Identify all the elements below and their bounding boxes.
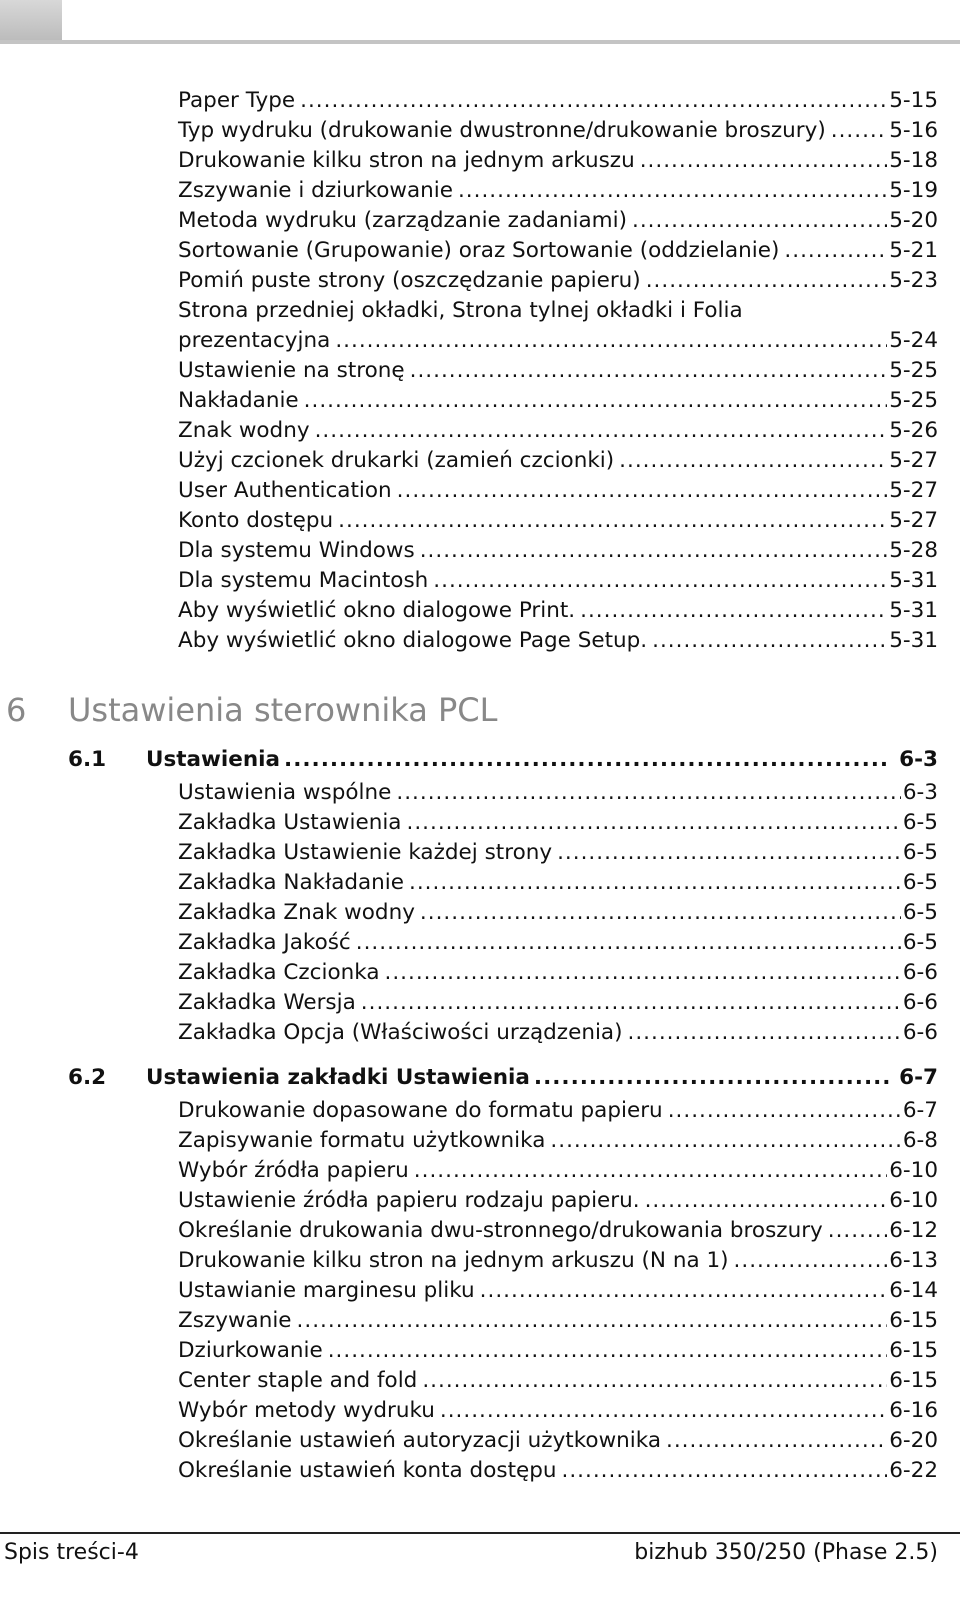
leader-dots [440,1396,887,1426]
leader-dots [409,868,901,898]
leader-dots [458,176,887,206]
toc-entry-title: Ustawienie źródła papieru rodzaju papieru. [178,1188,640,1213]
section-number: 6.1 [68,747,107,772]
toc-entry-title: Użyj czcionek drukarki (zamień czcionki) [178,448,615,473]
toc-entry-page: 6-15 [889,1368,938,1393]
leader-dots [328,1336,887,1366]
leader-dots [828,1216,887,1246]
chapter-heading[interactable] [6,690,497,730]
toc-entry-title: Zakładka Opcja (Właściwości urządzenia) [178,1020,623,1045]
section-heading[interactable] [68,1062,938,1094]
toc-entry[interactable] [178,928,938,958]
toc-entry[interactable] [178,1216,938,1246]
toc-entry-page: 5-27 [889,478,938,503]
toc-entry-title: Konto dostępu [178,508,334,533]
toc-entry[interactable] [178,1096,938,1126]
toc-entry-title: Ustawienie na stronę [178,358,405,383]
toc-entry-page: 6-6 [902,960,938,985]
leader-dots [831,116,887,146]
toc-entry-title: Center staple and fold [178,1368,418,1393]
toc-entry-page: 5-24 [889,328,938,353]
toc-entry-title: Metoda wydruku (zarządzanie zadaniami) [178,208,627,233]
toc-entry[interactable] [178,116,938,146]
toc-entry-page: 6-6 [902,990,938,1015]
toc-entry-page: 5-15 [889,88,938,113]
toc-entry-page: 5-21 [889,238,938,263]
toc-entry[interactable] [178,146,938,176]
leader-dots [668,1096,901,1126]
toc-entry[interactable] [178,536,938,566]
toc-entry-page: 5-25 [889,358,938,383]
toc-entry[interactable] [178,1246,938,1276]
leader-dots [300,86,887,116]
toc-entry-page: 5-31 [889,598,938,623]
toc-entry-page: 6-15 [889,1338,938,1363]
toc-entry[interactable] [178,868,938,898]
toc-entry-page: 5-18 [889,148,938,173]
toc-entry-page: 6-12 [889,1218,938,1243]
toc-entry[interactable] [178,898,938,928]
toc-entry-title: Paper Type [178,88,296,113]
toc-entry[interactable] [178,1336,938,1366]
section-title: Ustawienia zakładki Ustawienia [146,1065,530,1090]
toc-entry-page: 6-13 [889,1248,938,1273]
toc-entry[interactable] [178,1426,938,1456]
leader-dots [284,744,891,776]
toc-entry[interactable] [178,1156,938,1186]
toc-entry-page: 6-6 [902,1020,938,1045]
toc-entry-title: Zapisywanie formatu użytkownika [178,1128,546,1153]
toc-entry-title: Drukowanie kilku stron na jednym arkuszu (N na 1) [178,1248,729,1273]
toc-entry[interactable] [178,236,938,266]
toc-entry-title: Znak wodny [178,418,310,443]
toc-entry-page: 5-31 [889,628,938,653]
toc-entry[interactable] [178,958,938,988]
toc-entry[interactable] [178,626,938,656]
toc-entry-page: 5-20 [889,208,938,233]
toc-entry-title: Ustawienia wspólne [178,780,392,805]
leader-dots [480,1276,888,1306]
toc-entry-page: 6-7 [902,1098,938,1123]
toc-entry-page: 5-23 [889,268,938,293]
toc-entry-title: Aby wyświetlić okno dialogowe Page Setup. [178,628,648,653]
toc-entry-title: Zakładka Czcionka [178,960,380,985]
top-rule [0,40,960,44]
toc-entry[interactable] [178,1396,938,1426]
footer-product-name: bizhub 350/250 (Phase 2.5) [634,1540,938,1565]
toc-entry[interactable] [178,1276,938,1306]
toc-entry-page: 5-27 [889,448,938,473]
toc-entry-title: Dziurkowanie [178,1338,323,1363]
leader-dots [628,1018,901,1048]
toc-entry-page: 6-5 [902,900,938,925]
leader-dots [784,236,887,266]
toc-entry[interactable] [178,1126,938,1156]
toc-entry-page: 5-27 [889,508,938,533]
toc-entry[interactable] [178,326,938,356]
leader-dots [297,1306,888,1336]
section-heading[interactable] [68,744,938,776]
toc-entry[interactable] [178,566,938,596]
toc-entry-title: Sortowanie (Grupowanie) oraz Sortowanie (oddzielanie) [178,238,780,263]
section-page: 6-3 [899,747,938,772]
toc-entry-title: prezentacyjna [178,328,331,353]
toc-entry-page: 6-14 [889,1278,938,1303]
toc-entry-title: Zszywanie i dziurkowanie [178,178,453,203]
leader-dots [385,958,901,988]
toc-entry-title: Nakładanie [178,388,299,413]
leader-dots [619,446,887,476]
toc-entry-page: 5-31 [889,568,938,593]
leader-dots [632,206,887,236]
toc-entry[interactable] [178,1306,938,1336]
toc-entry-page: 6-8 [902,1128,938,1153]
toc-entry-title: Ustawianie marginesu pliku [178,1278,475,1303]
toc-entry[interactable] [178,476,938,506]
leader-dots [410,356,888,386]
toc-entry-title: User Authentication [178,478,392,503]
toc-entry-page: 6-22 [889,1458,938,1483]
toc-entry[interactable] [178,1018,938,1048]
toc-entry[interactable] [178,506,938,536]
leader-dots [397,476,888,506]
leader-dots [356,928,901,958]
leader-dots [315,416,888,446]
toc-entry[interactable] [178,778,938,808]
toc-entry-page: 6-10 [889,1188,938,1213]
toc-entry[interactable] [178,1366,938,1396]
leader-dots [406,808,900,838]
toc-entry-title: Dla systemu Macintosh [178,568,429,593]
toc-entry-page: 6-5 [902,870,938,895]
toc-entry-page: 5-26 [889,418,938,443]
toc-entry-title: Wybór metody wydruku [178,1398,435,1423]
leader-dots [646,266,888,296]
toc-entry[interactable] [178,266,938,296]
leader-dots [414,1156,887,1186]
toc-entry-page: 6-3 [902,780,938,805]
toc-entry[interactable] [178,416,938,446]
toc-entry[interactable] [178,838,938,868]
toc-entry-title: Typ wydruku (drukowanie dwustronne/drukowanie broszury) [178,118,826,143]
section-page: 6-7 [899,1065,938,1090]
toc-entry[interactable] [178,808,938,838]
leader-dots [422,1366,887,1396]
toc-entry-page: 5-28 [889,538,938,563]
toc-entry-title: Drukowanie kilku stron na jednym arkuszu [178,148,635,173]
toc-entry-title: Zakładka Jakość [178,930,351,955]
toc-entry[interactable] [178,86,938,116]
toc-entry-page: 6-10 [889,1158,938,1183]
leader-dots [433,566,887,596]
leader-dots [734,1246,888,1276]
toc-entry-page: 5-25 [889,388,938,413]
leader-dots [396,778,901,808]
toc-entry-page: 6-5 [902,930,938,955]
leader-dots [335,326,887,356]
chapter-number: 6 [6,691,27,729]
leader-dots [580,596,887,626]
toc-entry-page: 5-16 [889,118,938,143]
toc-entry-page: 6-5 [902,840,938,865]
toc-entry-title: Wybór źródła papieru [178,1158,409,1183]
toc-entry[interactable] [178,446,938,476]
toc-entry[interactable] [178,356,938,386]
toc-entry[interactable] [178,1186,938,1216]
toc-entry[interactable] [178,176,938,206]
toc-entry-title: Zszywanie [178,1308,292,1333]
toc-entry-title: Określanie ustawień autoryzacji użytkownika [178,1428,662,1453]
toc-entry-title: Określanie drukowania dwu-stronnego/drukowania broszury [178,1218,823,1243]
toc-entry-title: Pomiń puste strony (oszczędzanie papieru) [178,268,641,293]
leader-dots [304,386,888,416]
leader-dots [557,838,901,868]
toc-entry[interactable] [178,988,938,1018]
leader-dots [666,1426,887,1456]
toc-entry-title: Drukowanie dopasowane do formatu papieru [178,1098,663,1123]
leader-dots [420,536,888,566]
leader-dots [534,1062,891,1094]
toc-entry-title: Dla systemu Windows [178,538,415,563]
toc-entry-page: 6-20 [889,1428,938,1453]
footer-rule [0,1532,960,1534]
toc-entry-page: 6-16 [889,1398,938,1423]
toc-entry-title: Zakładka Ustawienie każdej strony [178,840,553,865]
leader-dots [652,626,887,656]
toc-entry-page: 5-19 [889,178,938,203]
leader-dots [338,506,887,536]
footer-page-label: Spis treści-4 [4,1540,139,1565]
toc-entry-title: Zakładka Ustawienia [178,810,402,835]
toc-entry-page: 6-5 [902,810,938,835]
toc-entry-title: Aby wyświetlić okno dialogowe Print. [178,598,576,623]
leader-dots [361,988,901,1018]
toc-entry-title: Zakładka Znak wodny [178,900,415,925]
toc-entry-title-line1[interactable]: Strona przedniej okładki, Strona tylnej okładki i Folia [178,298,743,323]
toc-entry-page: 6-15 [889,1308,938,1333]
leader-dots [420,898,901,928]
toc-entry-title: Zakładka Nakładanie [178,870,405,895]
toc-entry[interactable] [178,386,938,416]
chapter-title: Ustawienia sterownika PCL [68,691,498,729]
section-number: 6.2 [68,1065,107,1090]
toc-entry[interactable] [178,1456,938,1486]
toc-entry[interactable] [178,206,938,236]
leader-dots [640,146,888,176]
leader-dots [645,1186,888,1216]
section-title: Ustawienia [146,747,281,772]
toc-entry[interactable] [178,596,938,626]
leader-dots [562,1456,888,1486]
toc-entry-title: Określanie ustawień konta dostępu [178,1458,557,1483]
corner-tab [0,0,62,40]
toc-entry-title: Zakładka Wersja [178,990,356,1015]
leader-dots [550,1126,900,1156]
